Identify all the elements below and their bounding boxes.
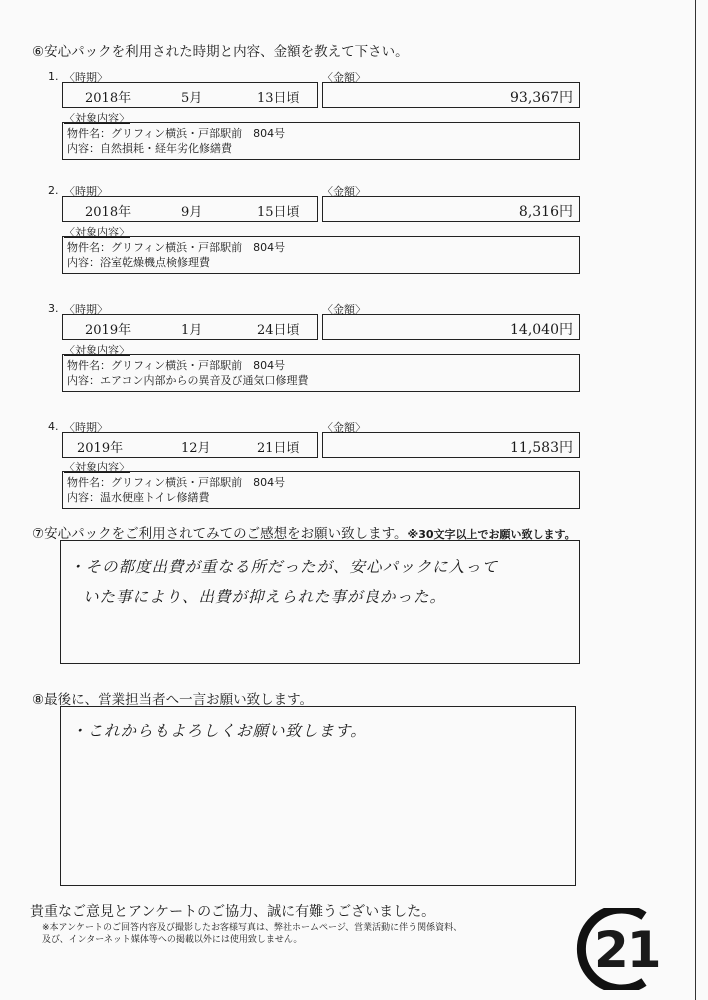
entry-2-number: 2. xyxy=(48,184,59,197)
entry-3-property: 物件名：グリフィン横浜・戸部駅前 804号 xyxy=(67,359,286,372)
entry-4-amount: 11,583円 xyxy=(510,440,573,456)
entry-4-property: 物件名：グリフィン横浜・戸部駅前 804号 xyxy=(67,476,286,489)
entry-2-amount: 8,316円 xyxy=(518,204,573,220)
entry-1-target-box xyxy=(62,122,580,160)
entry-4-number: 4. xyxy=(48,420,59,433)
entry-1-amount-box xyxy=(322,82,580,108)
entry-3-amount: 14,040円 xyxy=(510,322,573,338)
entry-3-day: 24日頃 xyxy=(257,323,300,338)
entry-4-year: 2019年 xyxy=(77,441,124,456)
entry-4-target-box xyxy=(62,471,580,509)
entry-3-month: 1月 xyxy=(181,323,203,338)
entry-2-property: 物件名：グリフィン横浜・戸部駅前 804号 xyxy=(67,241,286,254)
entry-1-target-label: 〈対象内容〉 xyxy=(64,112,130,125)
entry-3-amount-box xyxy=(322,314,580,340)
entry-3-content: 内容：エアコン内部からの異音及び通気口修理費 xyxy=(67,374,309,387)
entry-4-amount-box xyxy=(322,432,580,458)
entry-3-period-box xyxy=(62,314,318,340)
entry-4-period-label: 〈時期〉 xyxy=(64,421,108,434)
entry-3-period-label: 〈時期〉 xyxy=(64,303,108,316)
entry-3-target-box xyxy=(62,354,580,392)
thanks-message: 貴重なご意見とアンケートのご協力、誠に有難うございました。 xyxy=(30,904,436,920)
entry-4-day: 21日頃 xyxy=(257,441,300,456)
century21-logo xyxy=(572,908,662,990)
entry-1-content: 内容：自然損耗・経年劣化修繕費 xyxy=(67,142,232,155)
entry-1-number: 1. xyxy=(48,70,59,83)
q8-answer-line-1: ・これからもよろしくお願い致します。 xyxy=(71,722,367,740)
entry-1-period-box xyxy=(62,82,318,108)
entry-2-target-box xyxy=(62,236,580,274)
logo-number: 21 xyxy=(594,921,660,979)
q7-note: ※30文字以上でお願い致します。 xyxy=(407,528,576,541)
entry-4-target-label: 〈対象内容〉 xyxy=(64,461,130,474)
entry-2-amount-label: 〈金額〉 xyxy=(322,185,366,198)
entry-1-day: 13日頃 xyxy=(257,91,300,106)
q8-answer-box xyxy=(60,706,576,886)
entry-2-period-box xyxy=(62,196,318,222)
entry-1-amount-label: 〈金額〉 xyxy=(322,71,366,84)
entry-2-period-label: 〈時期〉 xyxy=(64,185,108,198)
q7-answer-line-1: ・その都度出費が重なる所だったが、安心パックに入って xyxy=(69,558,499,576)
entry-4-content: 内容：温水便座トイレ修繕費 xyxy=(67,491,210,504)
q7-title: ⑦安心パックをご利用されてみてのご感想をお願い致します。 xyxy=(32,526,408,542)
entry-2-amount-box xyxy=(322,196,580,222)
entry-1-year: 2018年 xyxy=(85,91,132,106)
entry-1-period-label: 〈時期〉 xyxy=(64,71,108,84)
q7-heading xyxy=(32,522,576,542)
page-edge-line xyxy=(695,0,696,1000)
entry-4-month: 12月 xyxy=(181,441,211,456)
entry-3-number: 3. xyxy=(48,302,59,315)
entry-3-target-label: 〈対象内容〉 xyxy=(64,344,130,357)
entry-2-year: 2018年 xyxy=(85,205,132,220)
entry-1-property: 物件名：グリフィン横浜・戸部駅前 804号 xyxy=(67,127,286,140)
entry-3-amount-label: 〈金額〉 xyxy=(322,303,366,316)
entry-1-month: 5月 xyxy=(181,91,203,106)
entry-2-target-label: 〈対象内容〉 xyxy=(64,226,130,239)
q6-title: ⑥安心パックを利用された時期と内容、金額を教えて下さい。 xyxy=(32,44,409,60)
privacy-note-line-1: ※本アンケートのご回答内容及び撮影したお客様写真は、弊社ホームページ、営業活動に伴う関係資料、 xyxy=(42,923,463,933)
entry-4-amount-label: 〈金額〉 xyxy=(322,421,366,434)
entry-3-year: 2019年 xyxy=(85,323,132,338)
entry-2-content: 内容：浴室乾燥機点検修理費 xyxy=(67,256,210,269)
privacy-note-line-2: 及び、インターネット媒体等への掲載以外には使用致しません。 xyxy=(42,935,303,945)
q8-title: ⑧最後に、営業担当者へ一言お願い致します。 xyxy=(32,692,314,708)
entry-4-period-box xyxy=(62,432,318,458)
entry-1-amount: 93,367円 xyxy=(510,90,573,106)
q7-answer-box xyxy=(60,540,580,664)
q7-answer-line-2: いた事により、出費が抑えられた事が良かった。 xyxy=(83,588,447,606)
entry-2-month: 9月 xyxy=(181,205,203,220)
entry-2-day: 15日頃 xyxy=(257,205,300,220)
